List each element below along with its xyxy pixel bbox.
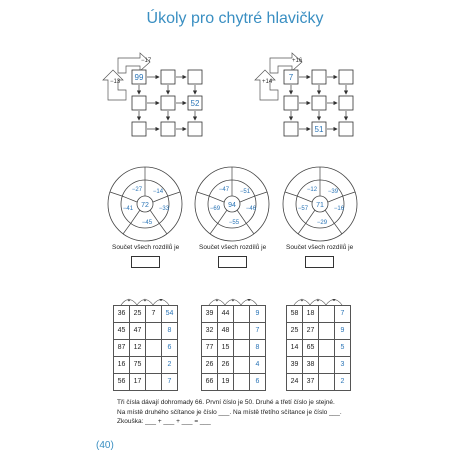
chain-1 xyxy=(103,53,202,136)
grid-1-op-2: + xyxy=(143,298,147,304)
wheel-3-num-2: −39 xyxy=(327,189,339,195)
wheel-2-center: 94 xyxy=(228,202,236,209)
grid-cell: 6 xyxy=(250,374,266,391)
wheel-1-sum-box[interactable] xyxy=(131,256,160,268)
grid-cell[interactable] xyxy=(319,323,335,340)
grid-cell: 8 xyxy=(162,323,178,340)
grid-cell: 26 xyxy=(218,357,234,374)
grid-cell: 4 xyxy=(250,357,266,374)
grid-cell: 75 xyxy=(130,357,146,374)
grid-3-header xyxy=(294,298,342,305)
grid-cell: 25 xyxy=(287,323,303,340)
table-row xyxy=(287,306,351,323)
chain-1-mid-value: 52 xyxy=(190,99,200,108)
grid-cell: 2 xyxy=(162,357,178,374)
grid-cell: 3 xyxy=(335,357,351,374)
grid-cell[interactable] xyxy=(146,357,162,374)
word-problem-line-2: Na místě druhého sčítance je číslo ___. Na místě třetího sčítance je číslo ___. xyxy=(117,408,342,416)
grid-cell[interactable] xyxy=(234,323,250,340)
chain-2-bottom-value: 51 xyxy=(314,125,324,134)
grid-cell: 16 xyxy=(114,357,130,374)
table-row xyxy=(114,374,178,391)
chain-2-left-arrow-shape xyxy=(255,70,278,100)
chain-2 xyxy=(255,53,353,136)
grid-cell[interactable] xyxy=(319,357,335,374)
grid-cell: 54 xyxy=(162,306,178,323)
grid-cell: 14 xyxy=(287,340,303,357)
grid-cell: 66 xyxy=(202,374,218,391)
wheel-2-sum-label: Součet všech rozdílů je xyxy=(199,244,267,251)
wheel-1 xyxy=(108,167,182,241)
grid-2-op-2: + xyxy=(231,298,235,304)
wheel-1-num-1: −27 xyxy=(131,187,143,193)
grid-cell: 9 xyxy=(335,323,351,340)
grid-1 xyxy=(113,305,178,391)
grid-cell: 25 xyxy=(130,306,146,323)
grid-cell: 39 xyxy=(202,306,218,323)
grid-cell: 32 xyxy=(202,323,218,340)
grid-3-op-2: + xyxy=(316,298,320,304)
chain-1-left-arrow-shape xyxy=(103,70,126,100)
word-problem xyxy=(117,398,387,427)
grid-cell: 47 xyxy=(130,323,146,340)
grid-cell: 36 xyxy=(114,306,130,323)
chain-1-top-op: −17 xyxy=(141,58,152,64)
wheel-2-num-3: −46 xyxy=(245,206,257,212)
grid-cell: 45 xyxy=(114,323,130,340)
wheels xyxy=(0,155,470,245)
grid-1-header xyxy=(121,298,169,305)
wheel-1-sum-label: Součet všech rozdílů je xyxy=(112,244,180,251)
table-row xyxy=(114,340,178,357)
wheel-3-center: 71 xyxy=(316,202,324,209)
chain-1-start: 99 xyxy=(134,73,144,82)
table-row xyxy=(202,374,266,391)
grid-cell: 2 xyxy=(335,374,351,391)
table-row xyxy=(202,357,266,374)
wheel-2-num-4: −55 xyxy=(228,220,240,226)
grid-2-op-1: + xyxy=(215,298,219,304)
grid-cell: 17 xyxy=(130,374,146,391)
grid-cell[interactable] xyxy=(146,374,162,391)
grid-cell: 7 xyxy=(162,374,178,391)
table-row xyxy=(114,306,178,323)
table-row xyxy=(202,306,266,323)
wheel-3-sum-label: Součet všech rozdílů je xyxy=(286,244,354,251)
wheel-3-num-4: −29 xyxy=(316,220,328,226)
grid-cell[interactable] xyxy=(319,306,335,323)
grid-cell: 37 xyxy=(303,374,319,391)
wheel-1-num-4: −45 xyxy=(141,220,153,226)
grid-cell: 7 xyxy=(250,323,266,340)
grid-cell: 48 xyxy=(218,323,234,340)
grid-cell: 39 xyxy=(287,357,303,374)
wheel-2-num-2: −51 xyxy=(239,189,251,195)
grid-cell: 38 xyxy=(303,357,319,374)
grid-1-op-3: = xyxy=(159,298,163,304)
grid-cell[interactable] xyxy=(146,323,162,340)
grid-cell: 19 xyxy=(218,374,234,391)
table-row xyxy=(202,340,266,357)
table-row xyxy=(287,374,351,391)
grid-cell: 15 xyxy=(218,340,234,357)
grid-cell[interactable] xyxy=(146,340,162,357)
chain-2-start: 7 xyxy=(288,73,294,82)
grid-cell: 24 xyxy=(287,374,303,391)
table-row xyxy=(114,323,178,340)
word-problem-line-1: Tři čísla dávají dohromady 66. První číslo je 50. Druhé a třetí číslo je stejné. xyxy=(117,399,335,406)
page-title: Úkoly pro chytré hlavičky xyxy=(146,10,324,27)
grid-2-op-3: = xyxy=(247,298,251,304)
wheel-3-num-5: −57 xyxy=(297,206,309,212)
arrow-chains xyxy=(0,0,470,160)
grid-cell: 65 xyxy=(303,340,319,357)
grid-cell: 7 xyxy=(335,306,351,323)
grid-cell: 77 xyxy=(202,340,218,357)
chain-2-top-op: +16 xyxy=(292,58,303,64)
grid-1-op-1: + xyxy=(127,298,131,304)
table-row xyxy=(114,357,178,374)
wheel-2-num-1: −47 xyxy=(218,187,230,193)
wheel-3 xyxy=(283,167,357,241)
grid-2 xyxy=(201,305,266,391)
wheel-3-num-3: −16 xyxy=(333,206,345,212)
grid-cell[interactable] xyxy=(319,374,335,391)
grid-3 xyxy=(286,305,351,391)
grid-cell: 26 xyxy=(202,357,218,374)
wheel-1-center: 72 xyxy=(141,202,149,209)
table-row xyxy=(287,340,351,357)
table-row xyxy=(202,323,266,340)
grid-cell: 87 xyxy=(114,340,130,357)
grid-2-header xyxy=(209,298,257,305)
grid-cell: 12 xyxy=(130,340,146,357)
grid-3-op-3: = xyxy=(332,298,336,304)
grid-cell: 8 xyxy=(250,340,266,357)
grid-cell: 27 xyxy=(303,323,319,340)
grid-cell: 56 xyxy=(114,374,130,391)
grid-cell: 5 xyxy=(335,340,351,357)
chain-1-left-op: −13 xyxy=(110,79,121,85)
grid-cell: 9 xyxy=(250,306,266,323)
grid-cell: 6 xyxy=(162,340,178,357)
wheel-2-num-5: −69 xyxy=(209,206,221,212)
wheel-2-sum-box[interactable] xyxy=(218,256,247,268)
grid-cell[interactable] xyxy=(319,340,335,357)
wheel-1-num-2: −14 xyxy=(152,189,164,195)
grid-cell: 44 xyxy=(218,306,234,323)
grid-cell[interactable] xyxy=(234,374,250,391)
table-row xyxy=(287,357,351,374)
wheel-1-num-3: −33 xyxy=(158,206,170,212)
grid-cell[interactable] xyxy=(234,306,250,323)
wheel-1-num-5: −41 xyxy=(122,206,134,212)
page-number: (40) xyxy=(96,440,114,451)
grid-cell: 58 xyxy=(287,306,303,323)
wheel-2 xyxy=(195,167,269,241)
table-row xyxy=(287,323,351,340)
grid-cell[interactable]: 7 xyxy=(146,306,162,323)
wheel-3-sum-box[interactable] xyxy=(305,256,334,268)
chain-2-left-op: +14 xyxy=(262,79,273,85)
grid-cell[interactable] xyxy=(234,357,250,374)
grid-cell[interactable] xyxy=(234,340,250,357)
word-problem-line-3: Zkouška: ___ + ___ + ___ = ___ xyxy=(117,418,211,425)
grid-cell: 18 xyxy=(303,306,319,323)
grid-3-op-1: + xyxy=(300,298,304,304)
wheel-3-num-1: −12 xyxy=(306,187,318,193)
